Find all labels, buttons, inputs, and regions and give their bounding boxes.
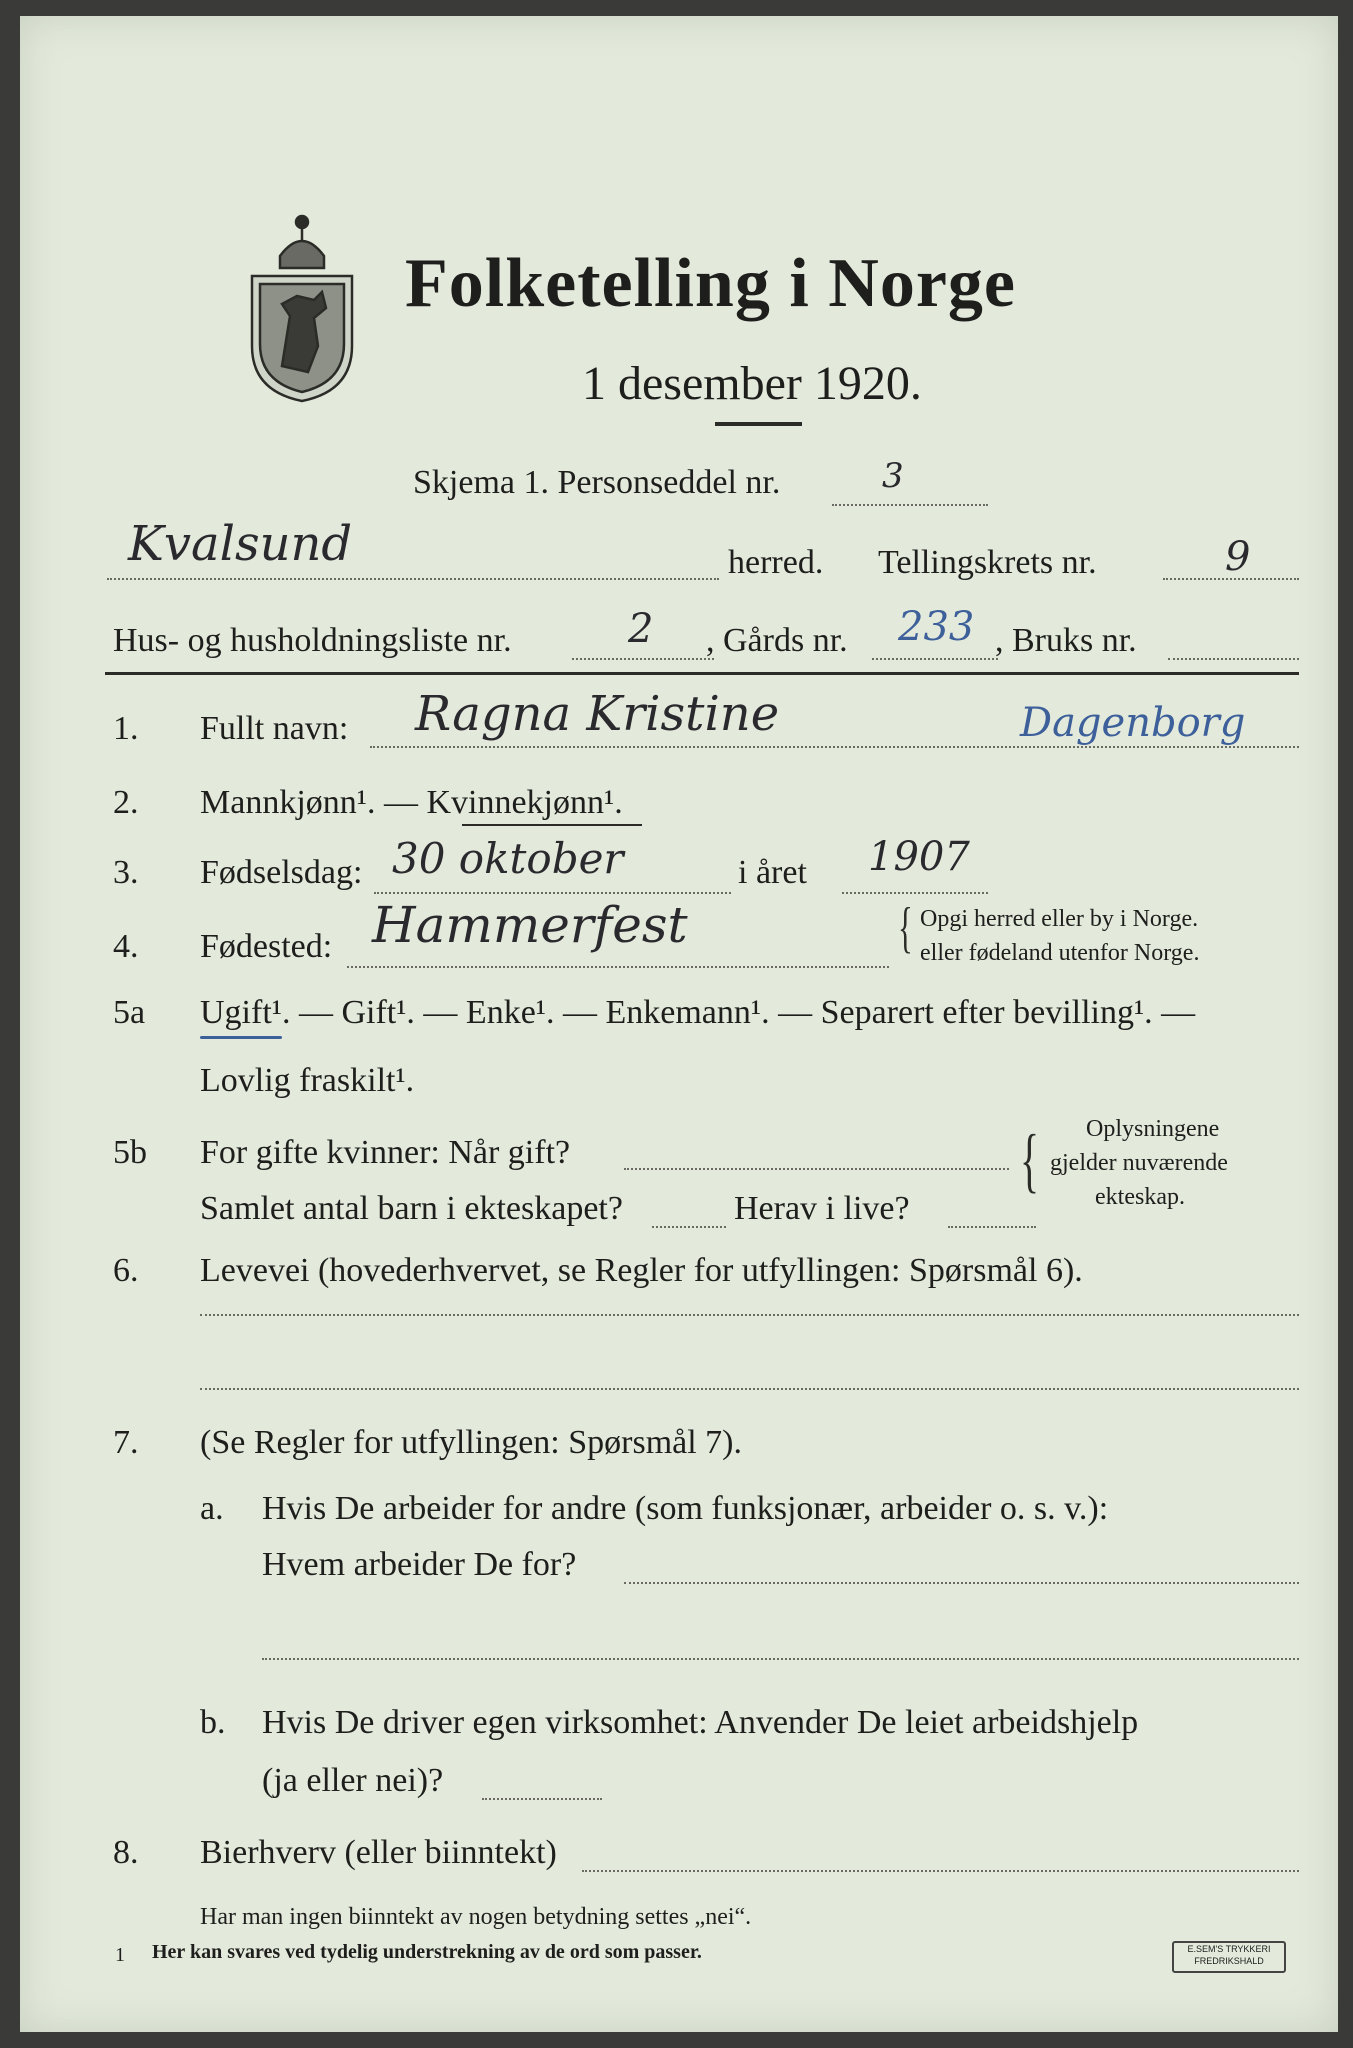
birthdate-value: 30 oktober [392, 834, 624, 883]
q5a-marital-options[interactable]: Ugift¹. — Gift¹. — Enke¹. — Enkemann¹. — Separert efter bevilling¹. — [200, 994, 1196, 1031]
birthdate-field[interactable] [374, 892, 731, 894]
q8-label: Bierhverv (eller biinntekt) [200, 1834, 557, 1871]
q5b-brace: { [1020, 1120, 1040, 1200]
header-divider [105, 672, 1299, 675]
side-income-note: Har man ingen biinntekt av nogen betydning settes „nei“. [200, 1904, 752, 1930]
year-label: i året [738, 854, 807, 891]
q2-gender-options[interactable]: Mannkjønn¹. — Kvinnekjønn¹. [200, 784, 623, 821]
full-name-value: Ragna Kristine [415, 686, 780, 742]
q5b-note-line2: gjelder nuværende [1050, 1150, 1228, 1176]
q7b-yes-no-label: (ja eller nei)? [262, 1762, 444, 1799]
q5a-option-lovlig-fraskilt[interactable]: Lovlig fraskilt¹. [200, 1062, 415, 1099]
census-date: 1 desember 1920. [582, 357, 922, 410]
municipality-value: Kvalsund [128, 516, 353, 572]
tellingskrets-value: 9 [1225, 534, 1251, 580]
q4-note-line1: Opgi herred eller by i Norge. [920, 906, 1199, 932]
q1-number: 1. [113, 710, 139, 747]
herred-label: herred. [728, 544, 824, 581]
birthplace-value: Hammerfest [372, 896, 688, 954]
birthplace-field[interactable] [347, 966, 889, 968]
employer-field-2[interactable] [262, 1658, 1299, 1660]
q5b-number: 5b [113, 1134, 147, 1171]
q5a-number: 5a [113, 994, 146, 1031]
kvinnekjonn-underline [462, 824, 642, 826]
schema-label: Skjema 1. Personseddel nr. [413, 464, 781, 501]
q6-label: Levevei (hovederhvervet, se Regler for utfyllingen: Spørsmål 6). [200, 1252, 1083, 1289]
children-count-field[interactable] [652, 1226, 726, 1228]
q4-note-line2: eller fødeland utenfor Norge. [920, 940, 1200, 966]
gards-field[interactable] [872, 658, 998, 660]
gards-label: , Gårds nr. [706, 622, 848, 659]
municipality-field[interactable] [107, 578, 719, 580]
title-underline [715, 422, 802, 426]
side-income-field[interactable] [582, 1870, 1299, 1872]
page-title: Folketelling i Norge [405, 245, 1017, 322]
q7-label: (Se Regler for utfyllingen: Spørsmål 7). [200, 1424, 743, 1461]
bruks-label: , Bruks nr. [995, 622, 1137, 659]
q1-label: Fullt navn: [200, 710, 349, 747]
q3-label: Fødselsdag: [200, 854, 363, 891]
q4-brace: { [898, 897, 913, 959]
hus-value: 2 [628, 606, 654, 652]
q5b-note-line3: ekteskap. [1095, 1184, 1185, 1210]
coat-of-arms-emblem [242, 196, 362, 406]
q4-label: Fødested: [200, 928, 333, 965]
q7b-letter: b. [200, 1704, 226, 1741]
hus-label: Hus- og husholdningsliste nr. [113, 622, 512, 659]
occupation-field-2[interactable] [200, 1388, 1299, 1390]
q4-number: 4. [113, 928, 139, 965]
q6-number: 6. [113, 1252, 139, 1289]
children-alive-field[interactable] [948, 1226, 1036, 1228]
q7a-label: Hvis De arbeider for andre (som funksjonær, arbeider o. s. v.): [262, 1490, 1109, 1527]
birth-year-value: 1907 [868, 834, 970, 880]
q2-number: 2. [113, 784, 139, 821]
tellingskrets-label: Tellingskrets nr. [878, 544, 1097, 581]
q7a-letter: a. [200, 1490, 224, 1527]
q5b-alive-label: Herav i live? [734, 1190, 910, 1227]
q8-number: 8. [113, 1834, 139, 1871]
surname-value: Dagenborg [1020, 700, 1246, 746]
gards-value: 233 [898, 604, 975, 650]
q5b-label: For gifte kvinner: Når gift? [200, 1134, 571, 1171]
occupation-field-1[interactable] [200, 1314, 1299, 1316]
personseddel-value: 3 [882, 456, 904, 496]
printer-stamp [1172, 1941, 1286, 1973]
census-form-page [20, 16, 1338, 2032]
personseddel-field[interactable] [832, 504, 988, 506]
footnote-text: Her kan svares ved tydelig understrekning av de ord som passer. [152, 1941, 702, 1963]
bruks-field[interactable] [1168, 658, 1299, 660]
printer-stamp-line1: E.SEM'S TRYKKERI [1187, 1944, 1271, 1954]
q7b-label: Hvis De driver egen virksomhet: Anvender De leiet arbeidshjelp [262, 1704, 1139, 1741]
full-name-field[interactable] [370, 746, 1299, 748]
q3-number: 3. [113, 854, 139, 891]
q7a-employer-label: Hvem arbeider De for? [262, 1546, 577, 1583]
hired-help-field[interactable] [482, 1798, 602, 1800]
birth-year-field[interactable] [842, 892, 988, 894]
printer-stamp-line2: FREDRIKSHALD [1194, 1956, 1264, 1966]
marriage-date-field[interactable] [624, 1168, 1009, 1170]
hus-field[interactable] [572, 658, 714, 660]
q7-number: 7. [113, 1424, 139, 1461]
ugift-underline [200, 1036, 282, 1039]
footnote-number: 1 [115, 1944, 125, 1966]
employer-field[interactable] [624, 1582, 1299, 1584]
q5b-note-line1: Oplysningene [1086, 1116, 1220, 1142]
q5b-children-label: Samlet antal barn i ekteskapet? [200, 1190, 623, 1227]
